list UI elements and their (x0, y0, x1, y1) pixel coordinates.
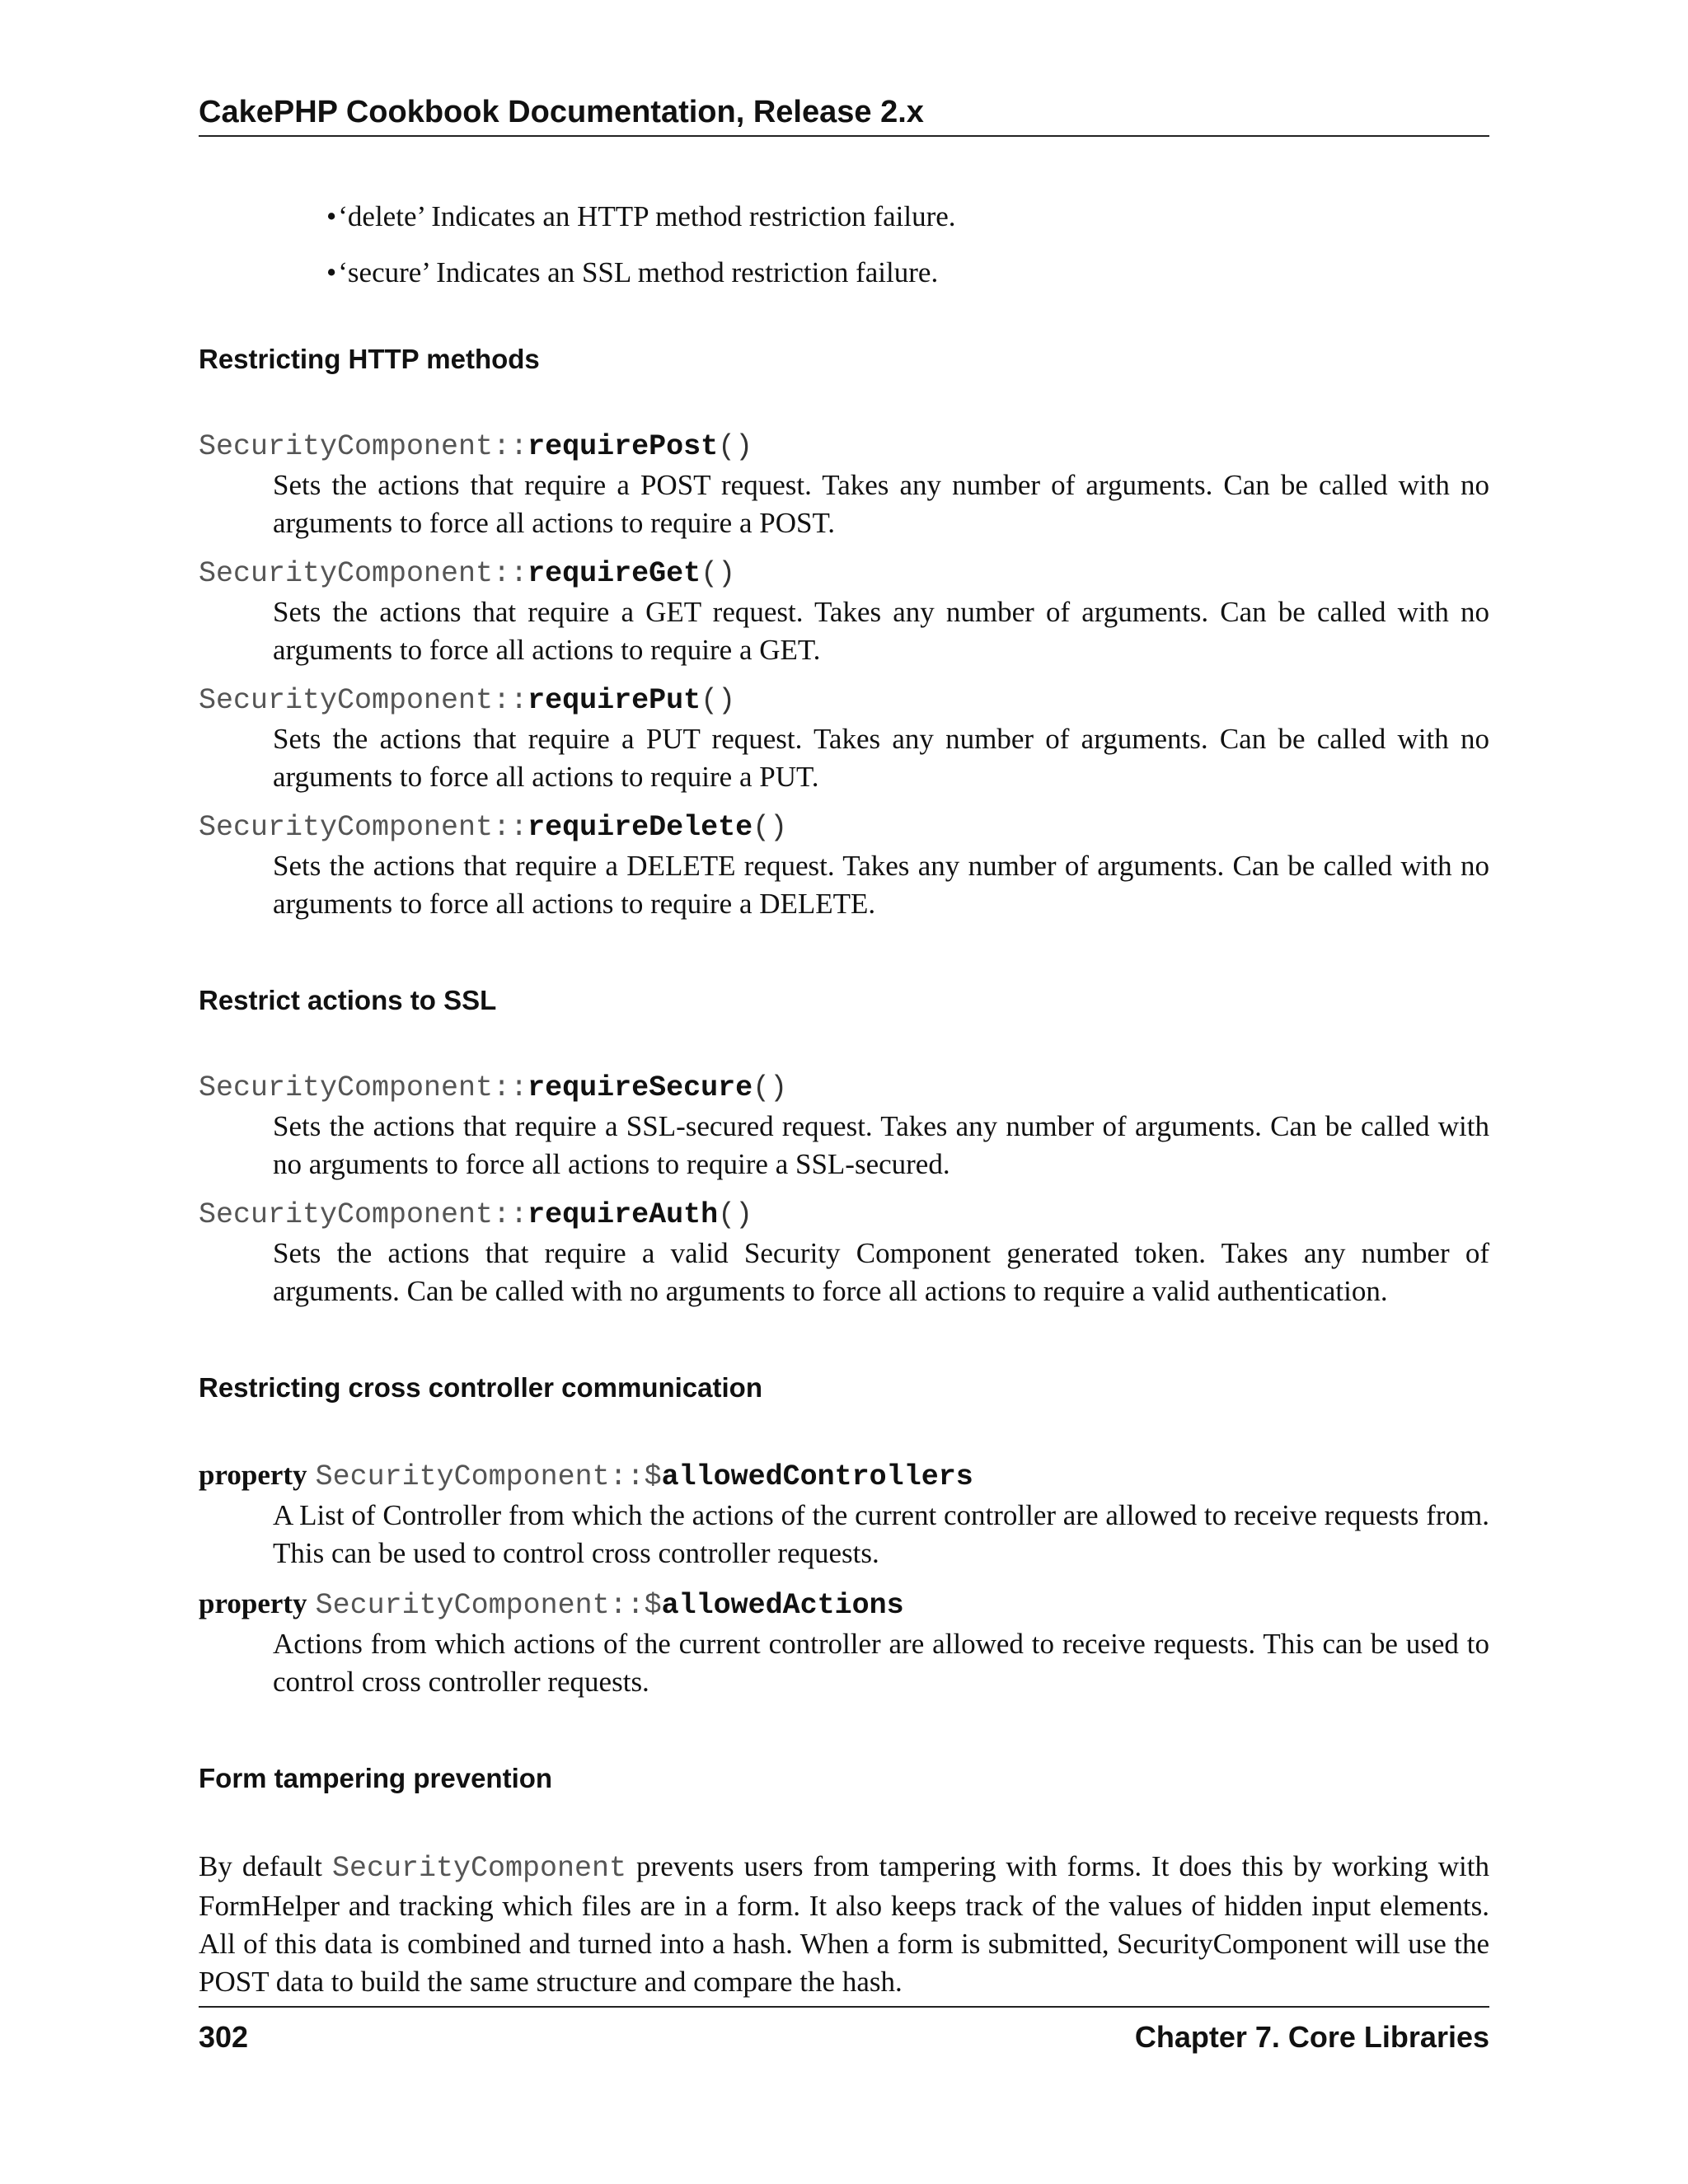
method-parens: () (718, 430, 753, 463)
section-restricting-http-methods (199, 341, 1489, 923)
paragraph-text-start: By default (199, 1850, 332, 1882)
method-signature (199, 682, 1489, 719)
bullet-text: ‘secure’ Indicates an SSL method restriction failure. (338, 256, 939, 288)
bullet-text: ‘delete’ Indicates an HTTP method restriction failure. (338, 200, 956, 232)
class-name: SecurityComponent (199, 1071, 494, 1104)
page-content (199, 198, 1489, 2001)
method-description: Sets the actions that require a POST request. Takes any number of arguments. Can be called with no arguments to force all actions to require a POST. (273, 469, 1489, 539)
inline-code: SecurityComponent (332, 1852, 627, 1885)
method-name: requireAuth (528, 1198, 719, 1231)
header-title: CakePHP Cookbook Documentation, Release 2.x (199, 95, 924, 129)
method-name: requireSecure (528, 1071, 753, 1104)
list-item (326, 198, 1489, 236)
list-item (326, 254, 1489, 292)
running-header (199, 89, 1489, 137)
method-signature (199, 1070, 1489, 1106)
section-restrict-actions-to-ssl (199, 982, 1489, 1310)
method-signature (199, 555, 1489, 592)
method-name: requireDelete (528, 811, 753, 844)
class-name: SecurityComponent (199, 1198, 494, 1231)
method-description: Sets the actions that require a valid Security Component generated token. Takes any number of arguments. Can be called with no arguments to force all actions to require a valid authentication. (273, 1237, 1489, 1307)
class-name: SecurityComponent (199, 684, 494, 717)
scope-separator: :: (493, 557, 528, 590)
method-name: requireGet (528, 557, 701, 590)
method-description: Sets the actions that require a GET request. Takes any number of arguments. Can be called with no arguments to force all actions to require a GET. (273, 596, 1489, 666)
section-cross-controller-communication (199, 1370, 1489, 1701)
scope-separator: :: (493, 1071, 528, 1104)
property-signature (199, 1457, 1489, 1495)
method-description: Sets the actions that require a SSL-secured request. Takes any number of arguments. Can be called with no arguments to force all actions to require a SSL-secured. (273, 1110, 1489, 1180)
method-name: requirePut (528, 684, 701, 717)
class-name: SecurityComponent (199, 430, 494, 463)
method-parens: () (701, 684, 736, 717)
scope-separator: :: (493, 1198, 528, 1231)
scope-separator: ::$ (609, 1460, 662, 1493)
api-entry-allowedControllers (199, 1457, 1489, 1572)
section-heading: Form tampering prevention (199, 1763, 553, 1793)
property-signature (199, 1586, 1489, 1624)
api-entry-requireDelete (199, 809, 1489, 923)
property-description: Actions from which actions of the current controller are allowed to receive requests. This can be used to control cross controller requests. (273, 1628, 1489, 1698)
section-heading: Restrict actions to SSL (199, 985, 497, 1015)
section-heading: Restricting HTTP methods (199, 344, 540, 374)
intro-bullet-list (326, 198, 1489, 292)
method-parens: () (718, 1198, 753, 1231)
paragraph-text-end: prevents users from tampering with forms. It does this by working with FormHelper and tracking which files are in a form. It also keeps track of the values of hidden input elements. All of this data is combined and turned into a hash. When a form is submitted, SecurityComponent will use the POST data to build the same structure and compare the hash. (199, 1850, 1489, 1998)
class-name: SecurityComponent (315, 1460, 610, 1493)
property-keyword: property (199, 1459, 307, 1491)
api-entry-requireAuth (199, 1197, 1489, 1310)
bullet-icon: • (326, 256, 337, 288)
property-keyword: property (199, 1587, 307, 1619)
property-description: A List of Controller from which the actions of the current controller are allowed to receive requests from. This can be used to control cross controller requests. (273, 1499, 1489, 1569)
api-entry-requirePost (199, 429, 1489, 542)
scope-separator: :: (493, 811, 528, 844)
scope-separator: ::$ (609, 1589, 662, 1622)
class-name: SecurityComponent (199, 811, 494, 844)
scope-separator: :: (493, 430, 528, 463)
method-parens: () (753, 811, 788, 844)
section-form-tampering-prevention (199, 1760, 1489, 2001)
class-name: SecurityComponent (199, 557, 494, 590)
scope-separator: :: (493, 684, 528, 717)
method-description: Sets the actions that require a PUT request. Takes any number of arguments. Can be called with no arguments to force all actions to require a PUT. (273, 723, 1489, 793)
method-parens: () (701, 557, 736, 590)
method-signature (199, 809, 1489, 846)
method-description: Sets the actions that require a DELETE request. Takes any number of arguments. Can be called with no arguments to force all actions to require a DELETE. (273, 850, 1489, 920)
section-heading: Restricting cross controller communication (199, 1372, 762, 1403)
method-signature (199, 429, 1489, 465)
running-footer (199, 2006, 1489, 2060)
body-paragraph (199, 1848, 1489, 2001)
api-entry-allowedActions (199, 1586, 1489, 1701)
method-parens: () (753, 1071, 788, 1104)
bullet-icon: • (326, 200, 337, 232)
method-signature (199, 1197, 1489, 1233)
page-number: 302 (199, 2020, 249, 2054)
api-entry-requireSecure (199, 1070, 1489, 1183)
class-name: SecurityComponent (315, 1589, 610, 1622)
chapter-title: Chapter 7. Core Libraries (1134, 2020, 1489, 2054)
property-name: allowedControllers (661, 1460, 973, 1493)
method-name: requirePost (528, 430, 719, 463)
api-entry-requireGet (199, 555, 1489, 669)
api-entry-requirePut (199, 682, 1489, 796)
property-name: allowedActions (661, 1589, 904, 1622)
